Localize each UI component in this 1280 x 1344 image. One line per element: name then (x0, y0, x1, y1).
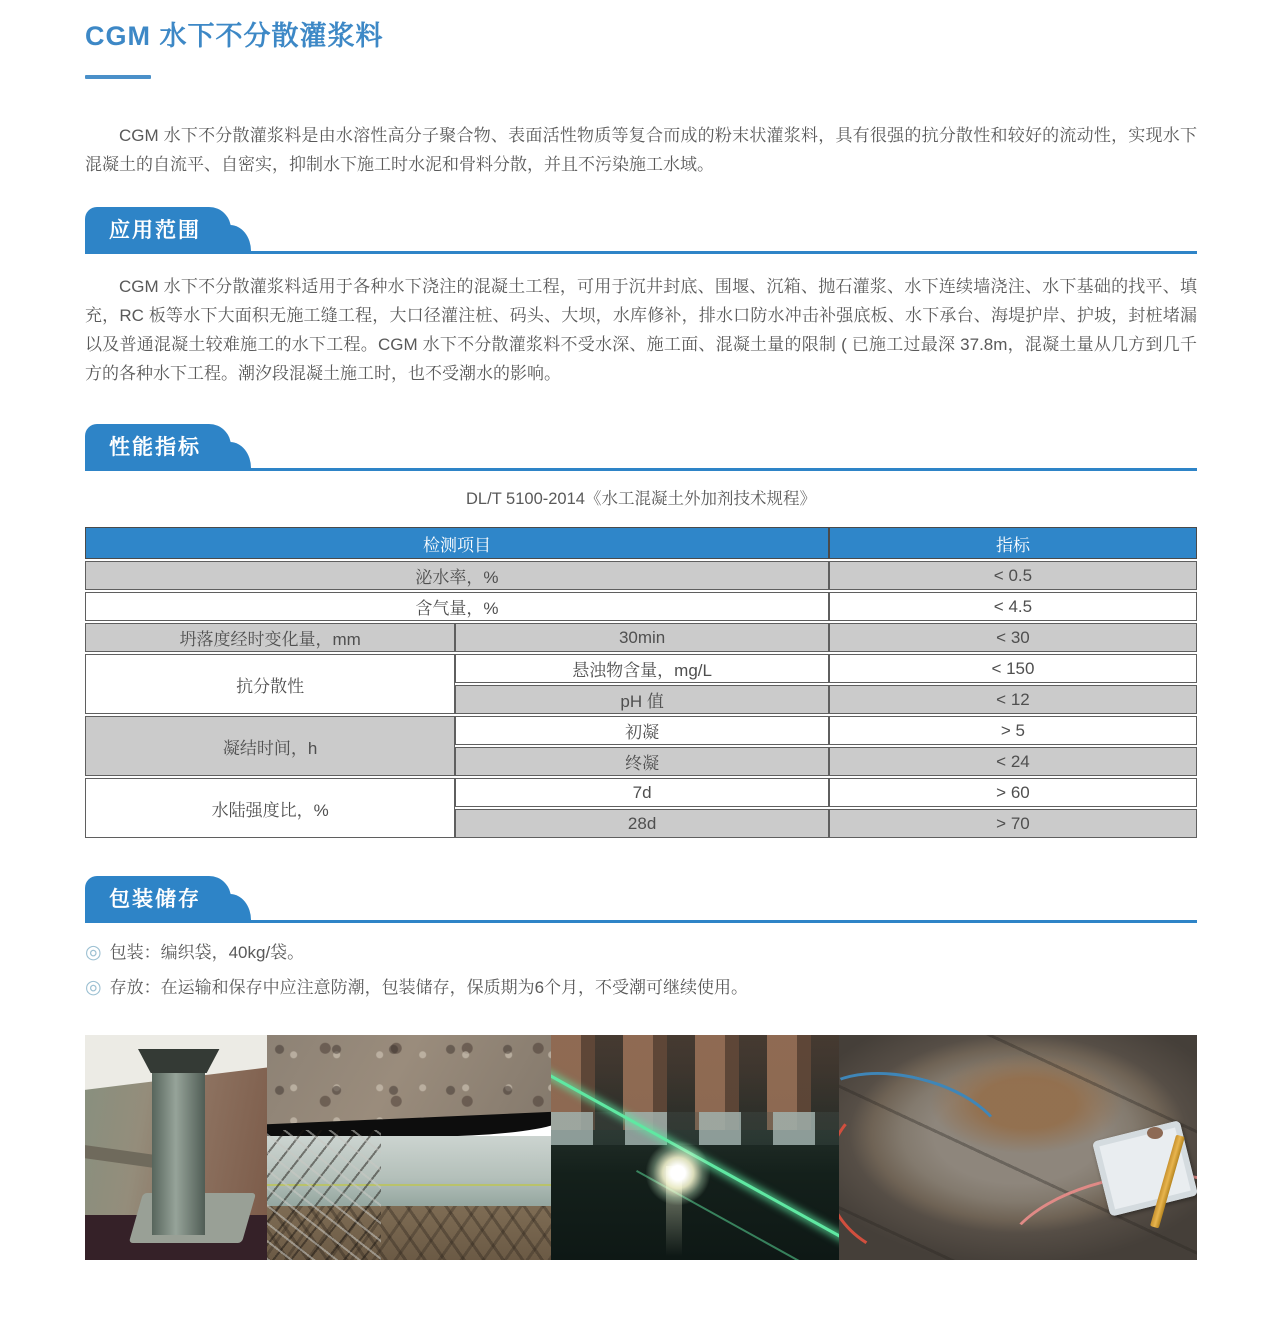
section-badge-performance (85, 424, 231, 468)
section-heading-application: 应用范围 (109, 219, 201, 242)
table-row (85, 654, 1197, 683)
cell-item: 泌水率，% (85, 561, 829, 590)
cell-condition: 7d (455, 778, 829, 807)
table-header-row (85, 527, 1197, 559)
table-row (85, 592, 1197, 621)
column-header-item: 检测项目 (85, 527, 829, 559)
section-performance (85, 424, 1197, 840)
photo-strip (85, 1035, 1197, 1260)
cell-value: < 30 (829, 623, 1197, 652)
list-item (85, 974, 1197, 1001)
section-head-packaging (85, 876, 1197, 923)
document-page (85, 0, 1197, 1260)
cell-condition: 终凝 (455, 747, 829, 776)
cell-item-group: 抗分散性 (85, 654, 455, 714)
section-packaging (85, 876, 1197, 1001)
cell-condition: 28d (455, 809, 829, 838)
cell-item: 含气量，% (85, 592, 829, 621)
cell-condition: 30min (455, 623, 829, 652)
section-heading-packaging: 包装储存 (109, 888, 201, 911)
table-row (85, 716, 1197, 745)
list-item (85, 939, 1197, 966)
section-rule (85, 468, 1197, 471)
cell-value: > 70 (829, 809, 1197, 838)
section-rule (85, 920, 1197, 923)
packaging-item-text: 包装：编织袋，40kg/袋。 (109, 943, 305, 962)
construction-photo-caisson-pit (839, 1035, 1197, 1260)
cell-value: > 60 (829, 778, 1197, 807)
title-underline (85, 75, 151, 79)
section-badge-packaging (85, 876, 231, 920)
section-head-application (85, 207, 1197, 254)
ring-bullet-icon: ◎ (85, 942, 102, 963)
page-title: CGM 水下不分散灌浆料 (85, 21, 384, 51)
cell-item-group: 凝结时间，h (85, 716, 455, 776)
cell-item: 坍落度经时变化量，mm (85, 623, 455, 652)
table-row (85, 623, 1197, 652)
cell-value: < 150 (829, 654, 1197, 683)
table-row (85, 778, 1197, 807)
cell-value: > 5 (829, 716, 1197, 745)
cell-item-group: 水陆强度比，% (85, 778, 455, 838)
table-row (85, 561, 1197, 590)
section-rule (85, 251, 1197, 254)
construction-photo-pile-casing (267, 1035, 551, 1260)
cell-condition: 悬浊物含量，mg/L (455, 654, 829, 683)
column-header-index: 指标 (829, 527, 1197, 559)
cell-condition: 初凝 (455, 716, 829, 745)
ring-bullet-icon: ◎ (85, 977, 102, 998)
cell-value: < 24 (829, 747, 1197, 776)
application-paragraph: CGM 水下不分散灌浆料适用于各种水下浇注的混凝土工程，可用于沉井封底、围堰、沉箱、抛石灌浆、水下连续墙浇注、水下基础的找平、填充，RC 板等水下大面积无施工缝工程，大口径灌注桩、码头、大坝，水库修补，排水口防水冲击补强底板、水下承台、海堤护岸、护坡，封桩堵漏以及普通混凝土较难施工的水下工程。CGM 水下不分散灌浆料不受水深、施工面、混凝土量的限制 ( 已施工过最深 37.8m，混凝土量从几方到几千方的各种水下工程。潮汐段混凝土施工时，也不受潮水的影响。 (85, 277, 1197, 383)
construction-photo-laser-night (551, 1035, 839, 1260)
section-badge-application (85, 207, 231, 251)
section-application (85, 207, 1197, 388)
section-head-performance (85, 424, 1197, 471)
standard-reference: DL/T 5100-2014《水工混凝土外加剂技术规程》 (466, 490, 816, 508)
performance-table (85, 525, 1197, 840)
section-heading-performance: 性能指标 (109, 436, 201, 459)
construction-photo-pier-column (85, 1035, 267, 1260)
cell-value: < 4.5 (829, 592, 1197, 621)
packaging-item-text: 存放：在运输和保存中应注意防潮，包装储存，保质期为6个月，不受潮可继续使用。 (109, 978, 749, 997)
packaging-list (85, 939, 1197, 1001)
intro-paragraph: CGM 水下不分散灌浆料是由水溶性高分子聚合物、表面活性物质等复合而成的粉末状灌浆料，具有很强的抗分散性和较好的流动性，实现水下混凝土的自流平、自密实，抑制水下施工时水泥和骨料分散，并且不污染施工水域。 (85, 126, 1197, 174)
cell-condition: pH 值 (455, 685, 829, 714)
cell-value: < 0.5 (829, 561, 1197, 590)
cell-value: < 12 (829, 685, 1197, 714)
